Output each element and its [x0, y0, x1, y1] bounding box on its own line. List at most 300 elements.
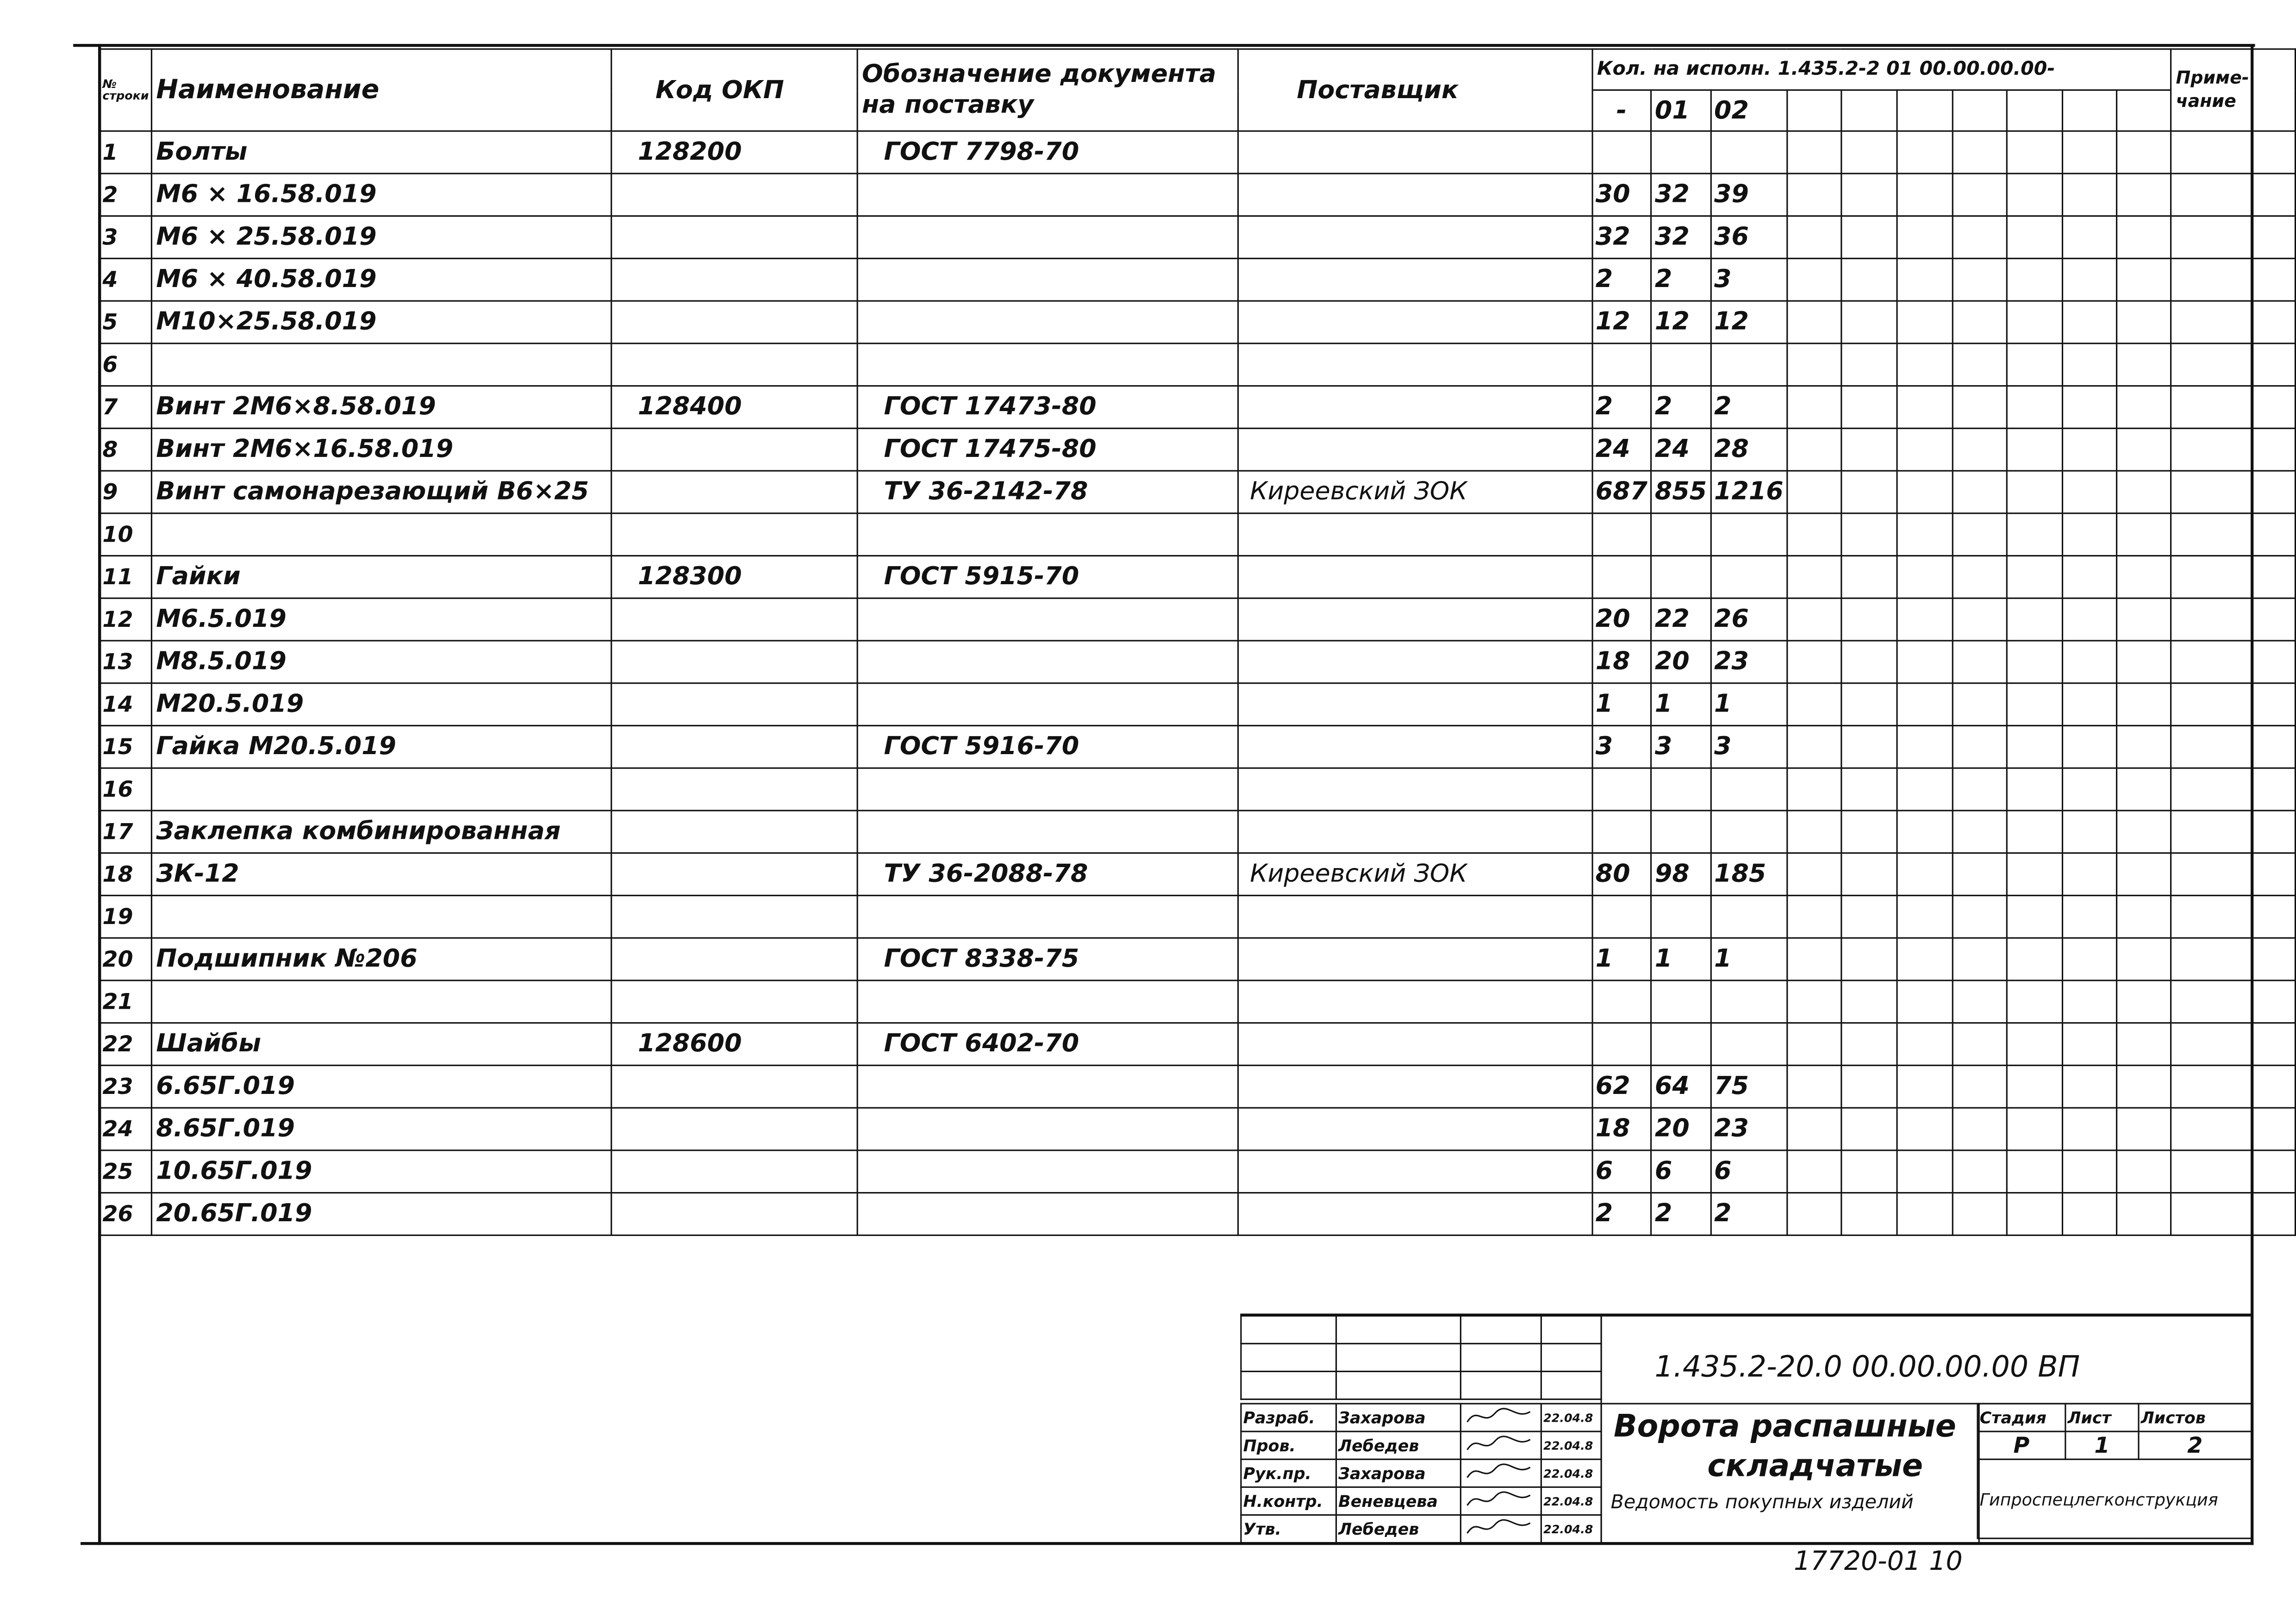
empty-cell — [2062, 683, 2116, 726]
empty-cell — [2007, 428, 2062, 471]
empty-cell — [2116, 895, 2171, 938]
empty-cell — [1953, 598, 2007, 641]
signature-scribble — [1463, 1488, 1536, 1509]
sheets-value: 2 — [2139, 1431, 2252, 1459]
quantity-cell: 36 — [1710, 216, 1787, 259]
empty-cell — [2062, 981, 2116, 1023]
empty-cell — [1787, 131, 1841, 174]
empty-cell — [2116, 811, 2171, 853]
quantity-cell: 20 — [1592, 598, 1651, 641]
quantity-cell: 855 — [1651, 471, 1710, 513]
item-name: Заклепка комбинированная — [151, 811, 611, 853]
empty-cell — [2007, 1193, 2062, 1236]
sign-date: 22.04.8 — [1541, 1431, 1601, 1459]
supply-document — [857, 1108, 1237, 1150]
revisions-grid — [1240, 1315, 1602, 1400]
item-name: 10.65Г.019 — [151, 1150, 611, 1193]
empty-cell — [2171, 216, 2295, 259]
title-line-1: Ворота распашные — [1613, 1409, 1956, 1444]
item-name: Гайки — [151, 556, 611, 598]
empty-cell — [1953, 556, 2007, 598]
empty-cell — [1897, 641, 1953, 683]
item-name: ЗК-12 — [151, 853, 611, 896]
empty-cell — [1897, 725, 1953, 768]
quantity-cell: 1 — [1710, 683, 1787, 726]
empty-cell — [2062, 471, 2116, 513]
empty-cell — [1897, 1193, 1953, 1236]
sign-date: 22.04.8 — [1541, 1459, 1601, 1487]
supplier — [1237, 216, 1592, 259]
empty-cell — [2062, 301, 2116, 344]
empty-cell — [2007, 1108, 2062, 1150]
empty-cell — [1787, 895, 1841, 938]
okp-code — [611, 1150, 856, 1193]
signer-role: Пров. — [1241, 1431, 1336, 1459]
empty-cell — [1897, 131, 1953, 174]
empty-cell — [1953, 471, 2007, 513]
empty-cell — [2171, 1193, 2295, 1236]
quantity-cell — [1651, 131, 1710, 174]
empty-cell — [1787, 216, 1841, 259]
empty-cell — [1841, 1065, 1897, 1108]
quantity-cell: 12 — [1592, 301, 1651, 344]
table-row — [100, 811, 2296, 853]
item-name: М6 × 25.58.019 — [151, 216, 611, 259]
supply-document: ГОСТ 17473-80 — [857, 386, 1237, 429]
empty-cell — [2171, 1023, 2295, 1066]
table-row — [100, 725, 2296, 768]
quantity-cell: 2 — [1592, 1193, 1651, 1236]
row-number: 8 — [100, 428, 151, 471]
quantity-cell: 18 — [1592, 641, 1651, 683]
quantity-cell — [1710, 981, 1787, 1023]
empty-cell — [2007, 895, 2062, 938]
sign-date: 22.04.8 — [1541, 1515, 1601, 1543]
empty-cell — [2171, 1065, 2295, 1108]
empty-cell — [1953, 768, 2007, 811]
quantity-cell: 22 — [1651, 598, 1710, 641]
signature — [1460, 1404, 1541, 1431]
empty-cell — [1953, 131, 2007, 174]
supplier — [1237, 386, 1592, 429]
row-number: 12 — [100, 598, 151, 641]
empty-cell — [1897, 1150, 1953, 1193]
empty-cell — [1787, 344, 1841, 386]
quantity-cell: 20 — [1651, 1108, 1710, 1150]
empty-cell — [1841, 683, 1897, 726]
empty-cell — [2062, 386, 2116, 429]
okp-code — [611, 1108, 856, 1150]
empty-cell — [1953, 1065, 2007, 1108]
supplier — [1237, 938, 1592, 981]
quantity-cell: 687 — [1592, 471, 1651, 513]
quantity-cell: 3 — [1651, 725, 1710, 768]
okp-code — [611, 301, 856, 344]
empty-cell — [2116, 1150, 2171, 1193]
empty-cell — [2116, 428, 2171, 471]
empty-cell — [1787, 556, 1841, 598]
quantity-cell — [1592, 513, 1651, 556]
empty-cell — [2171, 981, 2295, 1023]
document-designation: 1.435.2-20.0 00.00.00.00 ВП — [1654, 1349, 2080, 1384]
empty-cell — [1953, 1150, 2007, 1193]
item-name: М20.5.019 — [151, 683, 611, 726]
okp-code — [611, 216, 856, 259]
table-row — [100, 301, 2296, 344]
row-number: 26 — [100, 1193, 151, 1236]
empty-cell — [1841, 428, 1897, 471]
okp-code — [611, 641, 856, 683]
empty-cell — [2062, 131, 2116, 174]
item-name: Винт 2М6×16.58.019 — [151, 428, 611, 471]
empty-cell — [1841, 301, 1897, 344]
empty-cell — [1787, 768, 1841, 811]
quantity-cell — [1592, 981, 1651, 1023]
empty-cell — [1841, 938, 1897, 981]
variant-header: 02 — [1710, 90, 1787, 131]
item-name: М6 × 16.58.019 — [151, 174, 611, 216]
signer-row — [1241, 1459, 1601, 1487]
header-qty-title: Кол. на исполн. 1.435.2-2 01 00.00.00.00- — [1592, 49, 2171, 90]
row-number: 24 — [100, 1108, 151, 1150]
empty-cell — [2062, 1065, 2116, 1108]
quantity-cell — [1710, 768, 1787, 811]
empty-cell — [2062, 725, 2116, 768]
empty-cell — [1841, 981, 1897, 1023]
quantity-cell — [1651, 344, 1710, 386]
row-number: 17 — [100, 811, 151, 853]
empty-cell — [2171, 895, 2295, 938]
empty-cell — [2062, 1193, 2116, 1236]
quantity-cell — [1592, 556, 1651, 598]
quantity-cell: 6 — [1592, 1150, 1651, 1193]
table-row — [100, 895, 2296, 938]
empty-cell — [2171, 1108, 2295, 1150]
supply-document: ГОСТ 17475-80 — [857, 428, 1237, 471]
empty-cell — [2116, 598, 2171, 641]
quantity-cell — [1592, 344, 1651, 386]
empty-cell — [2171, 513, 2295, 556]
empty-cell — [1787, 853, 1841, 896]
quantity-cell: 2 — [1710, 386, 1787, 429]
header-supplier: Поставщик — [1237, 49, 1592, 131]
empty-cell — [1787, 174, 1841, 216]
empty-cell — [1787, 1108, 1841, 1150]
item-name — [151, 344, 611, 386]
empty-cell — [2171, 174, 2295, 216]
supply-document — [857, 895, 1237, 938]
header-code: Код ОКП — [611, 49, 856, 131]
okp-code — [611, 853, 856, 896]
empty-cell — [2007, 938, 2062, 981]
okp-code — [611, 725, 856, 768]
empty-cell — [1953, 174, 2007, 216]
supply-document — [857, 683, 1237, 726]
row-number: 5 — [100, 301, 151, 344]
empty-cell — [1953, 811, 2007, 853]
supply-document — [857, 981, 1237, 1023]
quantity-cell: 2 — [1651, 1193, 1710, 1236]
empty-cell — [2171, 938, 2295, 981]
row-number: 21 — [100, 981, 151, 1023]
row-number: 16 — [100, 768, 151, 811]
item-name: Гайка М20.5.019 — [151, 725, 611, 768]
quantity-cell — [1710, 1023, 1787, 1066]
empty-cell — [1841, 768, 1897, 811]
quantity-cell: 1 — [1710, 938, 1787, 981]
empty-cell — [2062, 258, 2116, 301]
okp-code — [611, 981, 856, 1023]
supplier — [1237, 725, 1592, 768]
empty-cell — [2007, 1065, 2062, 1108]
empty-cell — [2062, 344, 2116, 386]
quantity-cell — [1710, 895, 1787, 938]
table-row — [100, 344, 2296, 386]
quantity-cell — [1651, 811, 1710, 853]
row-number: 19 — [100, 895, 151, 938]
signature — [1460, 1431, 1541, 1459]
empty-cell — [2062, 768, 2116, 811]
quantity-cell: 3 — [1710, 258, 1787, 301]
okp-code — [611, 895, 856, 938]
empty-cell — [2007, 811, 2062, 853]
empty-cell — [2116, 641, 2171, 683]
empty-cell — [1841, 216, 1897, 259]
row-number: 25 — [100, 1150, 151, 1193]
quantity-cell — [1592, 811, 1651, 853]
empty-cell — [1953, 725, 2007, 768]
item-name: 8.65Г.019 — [151, 1108, 611, 1150]
empty-cell — [2171, 258, 2295, 301]
supply-document — [857, 598, 1237, 641]
empty-cell — [1787, 471, 1841, 513]
empty-cell — [2116, 768, 2171, 811]
empty-cell — [1841, 811, 1897, 853]
empty-cell — [2062, 895, 2116, 938]
quantity-cell: 23 — [1710, 641, 1787, 683]
sign-date: 22.04.8 — [1541, 1404, 1601, 1431]
empty-cell — [2116, 1023, 2171, 1066]
empty-cell — [1953, 641, 2007, 683]
quantity-cell: 12 — [1710, 301, 1787, 344]
empty-cell — [1841, 853, 1897, 896]
empty-cell — [2007, 556, 2062, 598]
okp-code: 128200 — [611, 131, 856, 174]
quantity-cell: 185 — [1710, 853, 1787, 896]
empty-cell — [2007, 174, 2062, 216]
quantity-cell: 39 — [1710, 174, 1787, 216]
quantity-cell: 12 — [1651, 301, 1710, 344]
okp-code: 128300 — [611, 556, 856, 598]
empty-cell — [1787, 1193, 1841, 1236]
empty-cell — [2062, 598, 2116, 641]
supplier — [1237, 428, 1592, 471]
okp-code — [611, 1193, 856, 1236]
signer-name: Лебедев — [1336, 1515, 1461, 1543]
empty-cell — [1953, 683, 2007, 726]
supplier — [1237, 641, 1592, 683]
quantity-cell: 2 — [1651, 386, 1710, 429]
empty-cell — [1897, 1108, 1953, 1150]
signature-scribble — [1463, 1433, 1536, 1453]
table-row — [100, 258, 2296, 301]
table-row — [100, 556, 2296, 598]
table-row — [100, 1150, 2296, 1193]
item-name: Винт самонарезающий В6×25 — [151, 471, 611, 513]
empty-cell — [1787, 683, 1841, 726]
empty-cell — [1841, 598, 1897, 641]
empty-cell — [1897, 513, 1953, 556]
empty-cell — [1841, 131, 1897, 174]
empty-cell — [1787, 1150, 1841, 1193]
quantity-cell — [1651, 895, 1710, 938]
row-number: 4 — [100, 258, 151, 301]
table-row — [100, 513, 2296, 556]
quantity-cell: 32 — [1592, 216, 1651, 259]
empty-cell — [2007, 216, 2062, 259]
signer-role: Рук.пр. — [1241, 1459, 1336, 1487]
empty-cell — [2007, 301, 2062, 344]
empty-cell — [2116, 301, 2171, 344]
empty-cell — [2062, 1150, 2116, 1193]
empty-cell — [2116, 471, 2171, 513]
stage-value: Р — [1978, 1431, 2065, 1459]
empty-cell — [2007, 853, 2062, 896]
item-name: Подшипник №206 — [151, 938, 611, 981]
sheets-label: Листов — [2139, 1404, 2252, 1431]
quantity-cell — [1651, 1023, 1710, 1066]
table-row — [100, 131, 2296, 174]
item-name: Болты — [151, 131, 611, 174]
supply-document: ГОСТ 6402-70 — [857, 1023, 1237, 1066]
empty-cell — [1897, 301, 1953, 344]
empty-cell — [1787, 938, 1841, 981]
empty-cell — [1841, 641, 1897, 683]
empty-cell — [2171, 598, 2295, 641]
empty-cell — [2007, 1150, 2062, 1193]
empty-cell — [2116, 556, 2171, 598]
supplier — [1237, 1023, 1592, 1066]
row-number: 3 — [100, 216, 151, 259]
empty-cell — [2062, 556, 2116, 598]
empty-cell — [2116, 853, 2171, 896]
stage-label: Стадия — [1978, 1404, 2065, 1431]
empty-cell — [1897, 258, 1953, 301]
empty-cell — [1787, 1065, 1841, 1108]
empty-cell — [2062, 428, 2116, 471]
empty-cell — [1897, 471, 1953, 513]
okp-code — [611, 768, 856, 811]
signer-name: Лебедев — [1336, 1431, 1461, 1459]
bottom-border — [81, 1542, 2253, 1545]
supply-document — [857, 344, 1237, 386]
okp-code — [611, 1065, 856, 1108]
table-row — [100, 641, 2296, 683]
empty-cell — [1897, 853, 1953, 896]
archive-number: 17720-01 10 — [1794, 1546, 1963, 1577]
empty-cell — [2171, 471, 2295, 513]
empty-cell — [2171, 386, 2295, 429]
supplier — [1237, 513, 1592, 556]
document-type: Ведомость покупных изделий — [1610, 1492, 1914, 1514]
empty-cell — [1897, 556, 1953, 598]
empty-cell — [2116, 981, 2171, 1023]
empty-cell — [2062, 1108, 2116, 1150]
item-name: 6.65Г.019 — [151, 1065, 611, 1108]
table-row — [100, 981, 2296, 1023]
empty-cell — [2116, 174, 2171, 216]
supplier — [1237, 683, 1592, 726]
empty-cell — [2116, 386, 2171, 429]
empty-cell — [1841, 513, 1897, 556]
empty-cell — [2062, 811, 2116, 853]
supplier — [1237, 1065, 1592, 1108]
empty-cell — [2171, 556, 2295, 598]
empty-cell — [1897, 1065, 1953, 1108]
quantity-cell — [1651, 981, 1710, 1023]
item-name — [151, 895, 611, 938]
quantity-cell — [1651, 768, 1710, 811]
empty-cell — [2062, 853, 2116, 896]
quantity-cell: 2 — [1710, 1193, 1787, 1236]
empty-cell — [1787, 981, 1841, 1023]
row-number: 18 — [100, 853, 151, 896]
empty-cell — [1897, 174, 1953, 216]
empty-cell — [2171, 853, 2295, 896]
empty-cell — [2116, 258, 2171, 301]
table-row — [100, 768, 2296, 811]
empty-cell — [1787, 428, 1841, 471]
empty-cell — [1787, 811, 1841, 853]
empty-cell — [1787, 513, 1841, 556]
empty-cell — [2007, 725, 2062, 768]
empty-cell — [1841, 556, 1897, 598]
okp-code: 128600 — [611, 1023, 856, 1066]
quantity-cell: 98 — [1651, 853, 1710, 896]
empty-cell — [1787, 641, 1841, 683]
signer-row — [1241, 1487, 1601, 1515]
quantity-cell — [1592, 895, 1651, 938]
item-name: М10×25.58.019 — [151, 301, 611, 344]
empty-cell — [1787, 1023, 1841, 1066]
empty-cell — [2116, 513, 2171, 556]
item-name: 20.65Г.019 — [151, 1193, 611, 1236]
row-number: 10 — [100, 513, 151, 556]
quantity-cell: 3 — [1592, 725, 1651, 768]
empty-cell — [2007, 641, 2062, 683]
signer-role: Разраб. — [1241, 1404, 1336, 1431]
empty-cell — [1897, 895, 1953, 938]
empty-cell — [1841, 344, 1897, 386]
okp-code — [611, 174, 856, 216]
table-row — [100, 471, 2296, 513]
table-row — [100, 683, 2296, 726]
signer-name: Захарова — [1336, 1404, 1461, 1431]
stage-table — [1977, 1403, 2252, 1539]
quantity-cell: 18 — [1592, 1108, 1651, 1150]
organization: Гипроспецлегконструкция — [1978, 1459, 2252, 1538]
empty-cell — [2062, 1023, 2116, 1066]
quantity-cell: 23 — [1710, 1108, 1787, 1150]
row-number: 7 — [100, 386, 151, 429]
empty-cell — [2116, 131, 2171, 174]
okp-code — [611, 428, 856, 471]
supplier — [1237, 131, 1592, 174]
quantity-cell: 24 — [1592, 428, 1651, 471]
empty-cell — [1953, 1193, 2007, 1236]
empty-cell — [1897, 216, 1953, 259]
row-number: 2 — [100, 174, 151, 216]
